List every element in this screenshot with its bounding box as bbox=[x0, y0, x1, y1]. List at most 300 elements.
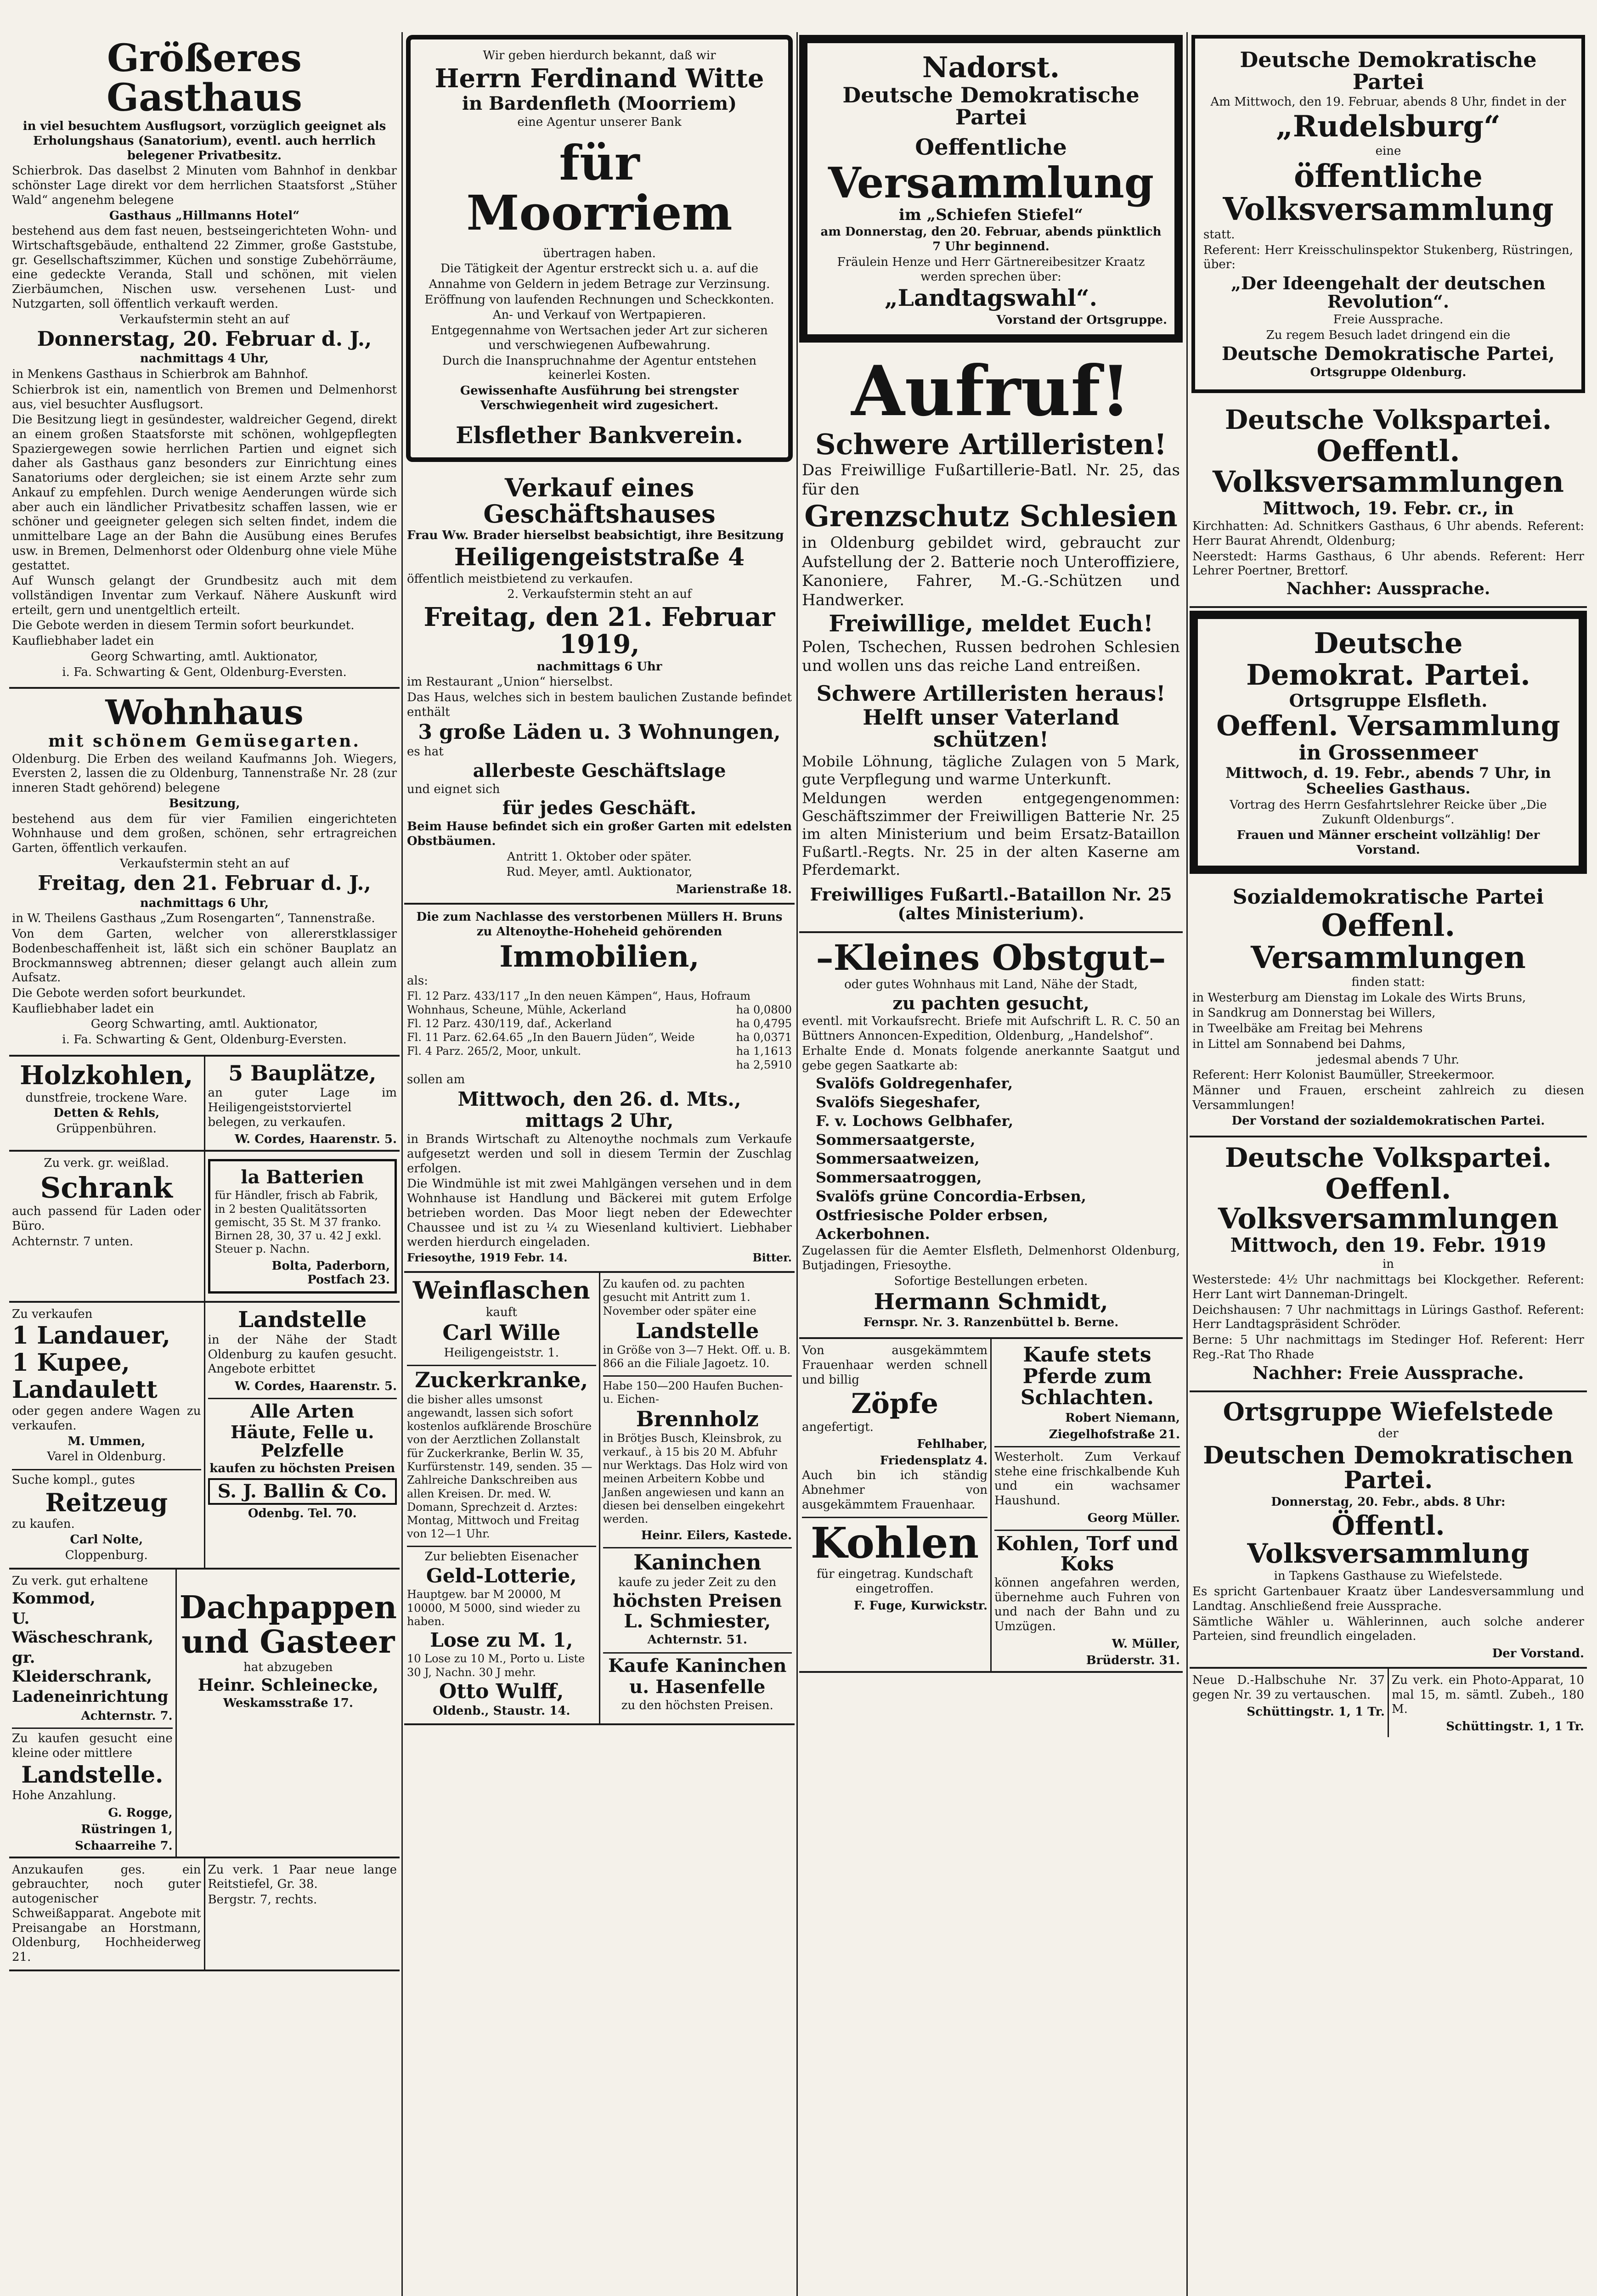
ad-landstelle-pacht bbox=[599, 1273, 795, 1723]
ad-call: Helft unser Vaterland schützen! bbox=[863, 705, 1119, 752]
ad-signature: Robert Niemann, bbox=[1065, 1411, 1180, 1425]
ad-signature: Carl Nolte, bbox=[70, 1533, 143, 1547]
ad-title: Zöpfe bbox=[851, 1387, 938, 1420]
ad-text: in Menkens Gasthaus in Schierbrok am Bahnhof. bbox=[12, 367, 309, 382]
ad-obstgut-saatgut bbox=[799, 933, 1183, 1339]
ad-text: eine Agentur unserer Bank bbox=[517, 115, 682, 129]
ad-schweissapparat bbox=[9, 1858, 204, 1970]
ad-text: in W. Theilens Gasthaus „Zum Rosengarten“, Tannenstraße. bbox=[12, 912, 375, 926]
ad-signature: F. Fuge, Kurwickstr. bbox=[853, 1599, 988, 1613]
ad-text: Zu regem Besuch ladet dringend ein die bbox=[1266, 328, 1511, 342]
ad-text: 3 große Läden u. 3 Wohnungen, bbox=[418, 720, 781, 744]
column-rule bbox=[401, 32, 403, 2296]
ad-text: übertragen haben. bbox=[543, 246, 656, 260]
ad-text: Bergstr. 7, rechts. bbox=[208, 1893, 317, 1907]
ad-text: Freie Aussprache. bbox=[1333, 312, 1444, 326]
ad-wiefelstede bbox=[1190, 1392, 1587, 1669]
ad-title: Oeffentl. Volksversammlungen bbox=[1212, 433, 1564, 500]
ad-signature: Freiwilliges Fußartl.-Bataillon Nr. 25 bbox=[810, 884, 1172, 905]
ad-text: Männer und Frauen, erscheint zahlreich zu diesen Versammlungen! bbox=[1192, 1084, 1584, 1112]
ad-place: im „Schiefen Stiefel“ bbox=[898, 205, 1083, 224]
ad-text: hat abzugeben bbox=[243, 1660, 333, 1675]
ad-date: Donnerstag, 20. Febr., abds. 8 Uhr: bbox=[1271, 1495, 1506, 1509]
ad-text: Vortrag des Herrn Gesfahrtslehrer Reicke über „Die Zukunft Oldenburgs“. bbox=[1230, 798, 1547, 827]
ad-text: Zu verk. 1 Paar neue lange Reitstiefel, Gr. 38. bbox=[208, 1863, 397, 1891]
ad-text: Durch die Inanspruchnahme der Agentur entstehen keinerlei Kosten. bbox=[442, 354, 757, 383]
ad-signature: Achternstr. 7. bbox=[81, 1709, 173, 1723]
ad-text: 2. Verkaufstermin steht an auf bbox=[507, 587, 692, 602]
table-row: Wohnhaus, Scheune, Mühle, Ackerland ha 0,0800 bbox=[407, 1003, 792, 1017]
ad-title: Reitzeug bbox=[45, 1487, 168, 1517]
ad-text: die bisher alles umsonst angewandt, lassen sich sofort kostenlos aufklärende Broschüre von der Aerztlichen Zollanstalt für Zuckerkranke, Berlin W. 35, Kurfürstenstr. 149, senden. 35 — Zahlreiche Dankschreiben aus allen Kreisen. Dr. med. W. Domann, Sprechzeit d. Arztes: Montag, Mittwoch und Freitag von 12—1 Uhr. bbox=[407, 1393, 593, 1541]
list-item: Ackerbohnen. bbox=[816, 1225, 930, 1243]
ad-volkspartei-2 bbox=[1190, 1137, 1587, 1392]
ad-signature: Der Vorstand. bbox=[1492, 1647, 1584, 1660]
ad-dachpappen bbox=[175, 1570, 400, 1857]
ad-list-item: An- und Verkauf von Wertpapieren. bbox=[492, 308, 706, 322]
ad-geschaeftshaus bbox=[404, 468, 795, 905]
column-2 bbox=[404, 32, 795, 2296]
ad-text: Frau Ww. Brader hierselbst beabsichtigt, ihre Besitzung bbox=[407, 529, 784, 543]
ad-company: Heinr. Schleinecke, bbox=[198, 1676, 378, 1695]
ad-text: Achternstr. 7 unten. bbox=[12, 1234, 134, 1249]
ad-signature: Der Vorstand der sozialdemokratischen Partei. bbox=[1231, 1114, 1545, 1128]
ad-title: Kohlen, Torf und Koks bbox=[996, 1532, 1179, 1575]
ad-company: Otto Wulff, bbox=[439, 1679, 564, 1703]
ad-text: Westerstede: 4½ Uhr nachmittags bei Klockgether. Referent: Herr Lant wirt Danneman-Dringelt. bbox=[1192, 1273, 1584, 1301]
ad-signature: Rud. Meyer, amtl. Auktionator, bbox=[506, 865, 693, 879]
ad-text: auch passend für Laden oder Büro. bbox=[12, 1204, 201, 1233]
ad-text: Zugelassen für die Aemter Elsfleth, Delmenhorst Oldenburg, Butjadingen, Friesoythe. bbox=[802, 1244, 1180, 1272]
ad-text: öffentlich meistbietend zu verkaufen. bbox=[407, 572, 633, 586]
ad-text: Zu verk. gr. weißlad. bbox=[44, 1156, 169, 1171]
ad-title: –Kleines Obstgut– bbox=[816, 937, 1166, 978]
ad-signature: Vorstand der Ortsgruppe. bbox=[996, 313, 1167, 327]
ad-text: oder gutes Wohnhaus mit Land, Nähe der Stadt, bbox=[844, 978, 1138, 992]
column-rule bbox=[1186, 32, 1188, 2296]
ad-company: S. J. Ballin & Co. bbox=[208, 1478, 397, 1505]
ad-text: Die Gebote werden in diesem Termin sofort beurkundet. bbox=[12, 619, 355, 633]
ad-text: Verkaufstermin steht an auf bbox=[119, 856, 289, 871]
ad-kommod bbox=[9, 1570, 175, 1857]
ad-signature: (altes Ministerium). bbox=[897, 904, 1084, 923]
ad-halbschuhe bbox=[1190, 1669, 1388, 1737]
ad-title: Versammlung bbox=[828, 158, 1154, 208]
ad-text: bestehend aus dem für vier Familien eingerichteten Wohnhause und dem großen, schönen, sehr ertragreichen Garten, öffentlich verkaufen. bbox=[12, 812, 397, 855]
ad-title: Verkauf eines Geschäftshauses bbox=[483, 473, 716, 529]
ad-batterien bbox=[204, 1152, 400, 1300]
ad-place: Nadorst. bbox=[922, 51, 1060, 84]
column-rule bbox=[796, 32, 798, 2296]
ad-signature: Marienstraße 18. bbox=[676, 883, 792, 897]
ad-pferde bbox=[990, 1339, 1183, 1671]
ad-text: jedesmal abends 7 Uhr. bbox=[1317, 1052, 1460, 1067]
ad-subtitle: Ortsgruppe Elsfleth. bbox=[1289, 690, 1488, 711]
ad-title: Kohlen bbox=[810, 1518, 979, 1568]
ad-title: Zuckerkranke, bbox=[415, 1367, 588, 1393]
ad-signature: Ziegelhofstraße 21. bbox=[1049, 1427, 1180, 1441]
ad-text: Die Windmühle ist mit zwei Mahlgängen versehen und in dem Wohnhause ist Handlung und Bäckerei mit gutem Erfolge betrieben worden. Das Moor liegt neben der Edewechter Chaussee und ist zu ¼ zu Wiesenland kultiviert. Liebhaber werden hierdurch eingeladen. bbox=[407, 1177, 792, 1249]
ad-text: Von dem Garten, welcher von allererstklassiger Bodenbeschaffenheit ist, läßt sich ein schöner Bauplatz an Brockmannsweg abtrennen; dieser gelangt auch allein zum Aufsatz. bbox=[12, 927, 397, 985]
ad-signature: i. Fa. Schwarting & Gent, Oldenburg-Eversten. bbox=[62, 665, 347, 679]
ad-reitstiefel bbox=[204, 1858, 400, 1970]
ad-subtitle: Schwere Artilleristen! bbox=[815, 428, 1167, 461]
ad-title: Öffentl. Volksversammlung bbox=[1247, 1509, 1529, 1569]
ad-signature: Schüttingstr. 1, 1 Tr. bbox=[1446, 1720, 1584, 1734]
ad-text: Beim Hause befindet sich ein großer Garten mit edelsten Obstbäumen. bbox=[407, 820, 792, 848]
ad-text: Detten & Rehls, bbox=[53, 1106, 160, 1120]
ad-title: Kaufe Kaninchen bbox=[608, 1654, 787, 1677]
ad-text: zu pachten gesucht, bbox=[892, 993, 1089, 1014]
ad-text: kaufen zu höchsten Preisen bbox=[209, 1461, 395, 1475]
ad-text: Zu kaufen od. zu pachten gesucht mit Antritt zum 1. November oder später eine bbox=[603, 1277, 756, 1317]
list-item: Svalöfs grüne Concordia-Erbsen, bbox=[816, 1187, 1086, 1205]
ad-text: Hohe Anzahlung. bbox=[12, 1789, 116, 1803]
ad-row bbox=[9, 1057, 400, 1152]
list-item: F. v. Lochows Gelbhafer, bbox=[816, 1112, 1014, 1130]
ad-text: Meldungen werden entgegengenommen: Geschäftszimmer der Freiwilligen Batterie Nr. 25 im alten Ministerium und beim Ersatz-Bataillon Fußartl.-Regts. Nr. 25 in der alten Kaserne am Pferdemarkt. bbox=[802, 789, 1180, 878]
ad-text: Es spricht Gartenbauer Kraatz über Landesversammlung und Landtag. Anschließend freie Aussprache. bbox=[1192, 1585, 1584, 1613]
ad-text: kauft bbox=[485, 1305, 517, 1319]
ad-text: angefertigt. bbox=[802, 1420, 874, 1434]
ad-signature: W. Müller, bbox=[1112, 1637, 1180, 1651]
ad-title: Landstelle bbox=[238, 1306, 367, 1333]
ad-date: Mittwoch, d. 19. Febr., abends 7 Uhr, in Scheelies Gasthaus. bbox=[1225, 764, 1551, 797]
ad-text: Zu kaufen gesucht eine kleine oder mittlere bbox=[12, 1732, 173, 1760]
ad-text: eine bbox=[1375, 144, 1401, 158]
ad-signature: Bolta, Paderborn, Postfach 23. bbox=[271, 1259, 390, 1287]
ad-text: zu den höchsten Preisen. bbox=[621, 1698, 773, 1712]
ad-signature: Cloppenburg. bbox=[65, 1548, 148, 1562]
ad-elsfleth bbox=[1190, 611, 1587, 874]
ad-aufruf-artilleristen bbox=[799, 349, 1183, 933]
ad-bauplaetze bbox=[204, 1057, 400, 1150]
ad-call: Freiwillige, meldet Euch! bbox=[829, 610, 1153, 637]
ad-time: mittags 2 Uhr, bbox=[525, 1110, 674, 1132]
ad-signature: Ortsgruppe Oldenburg. bbox=[1310, 366, 1467, 380]
ad-title: Weinflaschen bbox=[412, 1277, 590, 1305]
ad-text: Zu verk. ein Photo-Apparat, 10 mal 15, m. sämtl. Zubeh., 180 M. bbox=[1392, 1673, 1584, 1716]
ad-text: für jedes Geschäft. bbox=[502, 797, 697, 819]
ad-date: Mittwoch, den 19. Febr. 1919 bbox=[1230, 1234, 1546, 1257]
ad-text: Antritt 1. Oktober oder später. bbox=[507, 850, 692, 864]
ad-text: Polen, Tschechen, Russen bedrohen Schlesien und wollen uns das reiche Land entreißen. bbox=[802, 637, 1180, 675]
ad-name: Herrn Ferdinand Witte bbox=[435, 63, 764, 94]
ad-title: Kaufe stets Pferde zum Schlachten. bbox=[1020, 1343, 1154, 1409]
ad-text: 10 Lose zu 10 M., Porto u. Liste 30 J, Nachn. 30 J mehr. bbox=[407, 1652, 585, 1679]
ad-row bbox=[9, 1152, 400, 1302]
ad-time: nachmittags 6 Uhr, bbox=[140, 896, 269, 910]
ad-title: Immobilien, bbox=[499, 939, 700, 974]
ad-text: Habe 150—200 Haufen Buchen- u. Eichen- bbox=[603, 1379, 783, 1406]
ad-text: Hauptgew. bar M 20000, M 10000, M 5000, sind wieder zu haben. bbox=[407, 1588, 581, 1628]
column-4 bbox=[1190, 32, 1587, 2296]
ad-signature: i. Fa. Schwarting & Gent, Oldenburg-Eversten. bbox=[62, 1033, 347, 1047]
ad-title: öffentliche Volksversammlung bbox=[1223, 158, 1554, 228]
ad-party: Deutsche Demokratische Partei bbox=[842, 83, 1140, 130]
ad-place: „Rudelsburg“ bbox=[1276, 109, 1501, 144]
ad-place: in Grossenmeer bbox=[1298, 741, 1478, 765]
ad-text: Oeffentliche bbox=[915, 134, 1067, 160]
ad-text: in Tapkens Gasthause zu Wiefelstede. bbox=[1274, 1569, 1503, 1583]
ad-time: nachmittags 4 Uhr, bbox=[140, 352, 269, 366]
ad-title: Kaninchen bbox=[633, 1550, 762, 1575]
ad-text: Schierbrok ist ein, namentlich von Bremen und Delmenhorst aus, viel besuchter Ausflugsort. bbox=[12, 383, 397, 411]
ad-signature: Odenbg. Tel. 70. bbox=[248, 1506, 357, 1520]
ad-signature: Fernspr. Nr. 3. Ranzenbüttel b. Berne. bbox=[863, 1315, 1119, 1329]
ad-immobilien bbox=[404, 905, 795, 1273]
list-item: in Westerburg am Dienstag im Lokale des Wirts Bruns, bbox=[1192, 990, 1526, 1005]
ad-text: Verkaufstermin steht an auf bbox=[119, 312, 289, 326]
ad-text: Von ausgekämmtem Frauenhaar werden schnell und billig bbox=[802, 1344, 988, 1387]
ad-text: allerbeste Geschäftslage bbox=[473, 760, 726, 782]
ad-title: la Batterien bbox=[241, 1166, 364, 1188]
ad-signature: W. Cordes, Haarenstr. 5. bbox=[234, 1379, 397, 1394]
ad-text: in bbox=[1382, 1257, 1394, 1272]
ad-text: in der Nähe der Stadt Oldenburg zu kaufen gesucht. Angebote erbittet bbox=[208, 1333, 397, 1376]
ad-nadorst bbox=[799, 35, 1183, 343]
ad-text: Frauen und Männer erscheint vollzählig! Der Vorstand. bbox=[1236, 828, 1540, 857]
ad-signature: Schüttingstr. 1, 1 Tr. bbox=[1247, 1705, 1385, 1719]
ad-text: dunstfreie, trockene Ware. bbox=[25, 1091, 187, 1105]
list-item: in Littel am Sonnabend bei Dahms, bbox=[1192, 1037, 1406, 1051]
ad-text: Sämtliche Wähler u. Wählerinnen, auch solche anderer Parteien, sind freundlich eingeladen. bbox=[1192, 1615, 1584, 1643]
ad-title: Schrank bbox=[40, 1171, 173, 1205]
ad-landstelle bbox=[204, 1303, 400, 1568]
ad-text: sollen am bbox=[407, 1073, 465, 1087]
ad-title: Holzkohlen, bbox=[20, 1060, 193, 1091]
ad-text: Das Haus, welches sich in bestem baulichen Zustande befindet enthält bbox=[407, 691, 792, 719]
ad-title: Aufruf! bbox=[851, 350, 1131, 432]
ad-text: Westerholt. Zum Verkauf stehe eine frischkalbende Kuh und ein wachsamer Haushund. bbox=[994, 1450, 1180, 1508]
ad-text: in Brands Wirtschaft zu Altenoythe nochmals zum Verkaufe aufgesetzt werden und soll in diesem Termin der Zuschlag erfolgen. bbox=[407, 1132, 792, 1176]
ad-title: für Moorriem bbox=[466, 135, 733, 242]
ad-text: kaufe zu jeder Zeit zu den bbox=[618, 1575, 777, 1589]
ad-volkspartei-1 bbox=[1190, 400, 1587, 608]
ad-text: Neue D.-Halbschuhe Nr. 37 gegen Nr. 39 zu vertauschen. bbox=[1192, 1673, 1385, 1702]
ad-photoapparat bbox=[1388, 1669, 1587, 1737]
table-row: Fl. 11 Parz. 62.64.65 „In den Bauern Jüden“, Weide ha 0,0371 bbox=[407, 1031, 792, 1044]
ad-title: Alle Arten bbox=[250, 1401, 355, 1423]
ad-company: Hermann Schmidt, bbox=[874, 1289, 1108, 1315]
ad-zoepfe bbox=[799, 1339, 990, 1671]
ad-title: Demokrat. Partei. bbox=[1246, 658, 1530, 692]
ad-text: Die Gebote werden sofort beurkundet. bbox=[12, 986, 246, 1000]
ad-time: nachmittags 6 Uhr bbox=[536, 659, 662, 674]
ad-signature: Weskamsstraße 17. bbox=[223, 1696, 353, 1710]
ad-title: Geld-Lotterie, bbox=[426, 1564, 577, 1587]
ad-place: in Bardenfleth (Moorriem) bbox=[462, 92, 737, 114]
ad-text: Die zum Nachlasse des verstorbenen Müllers H. Bruns zu Altenoythe-Hoheheid gehörenden bbox=[416, 910, 783, 939]
ad-title: Deutsche Volkspartei. bbox=[1225, 1142, 1552, 1174]
ad-text: und eignet sich bbox=[407, 782, 500, 796]
list-item: in Tweelbäke am Freitag bei Mehrens bbox=[1192, 1022, 1423, 1036]
ad-title: Grenzschutz Schlesien bbox=[804, 499, 1178, 534]
ad-text: Suche kompl., gutes bbox=[12, 1473, 135, 1487]
ad-text: Anzukaufen ges. ein gebrauchter, noch guter autogenischer Schweißapparat. Angebote mit Preisangabe an Horstmann, Oldenburg, Hochheiderweg 21. bbox=[12, 1863, 201, 1964]
ad-text: in Oldenburg gebildet wird, gebraucht zur Aufstellung der 2. Batterie noch Unteroffiziere, Kanoniere, Fahrer, M.-G.-Schützen und Handwerker. bbox=[802, 534, 1180, 609]
ad-rudelsburg bbox=[1191, 35, 1585, 393]
ad-text: Kommod, bbox=[12, 1589, 96, 1608]
ad-company: Carl Wille bbox=[442, 1320, 561, 1345]
ad-signature: Brüderstr. 31. bbox=[1086, 1653, 1180, 1667]
ad-signature: Friesoythe, 1919 Febr. 14. Bitter. bbox=[407, 1251, 792, 1265]
ad-text: Kirchhatten: Ad. Schnitkers Gasthaus, 6 Uhr abends. Referent: Herr Baurat Ahrendt, Oldenburg; bbox=[1192, 519, 1584, 548]
ad-holzkohlen bbox=[9, 1057, 204, 1150]
ad-title: Oeffenl. Versammlung bbox=[1216, 710, 1560, 742]
ad-text: Wir geben hierdurch bekannt, daß wir bbox=[483, 49, 716, 62]
ad-text: Kaufliebhaber ladet ein bbox=[12, 1002, 154, 1016]
ad-text: oder gegen andere Wagen zu verkaufen. bbox=[12, 1404, 201, 1433]
ad-signature: Heinr. Eilers, Kastede. bbox=[641, 1529, 792, 1543]
ad-date: Am Mittwoch, den 19. Februar, abends 8 Uhr, findet in der bbox=[1210, 95, 1566, 109]
ad-list-item: Eröffnung von laufenden Rechnungen und Scheckkonten. bbox=[424, 293, 774, 307]
ad-text: Fräulein Henze und Herr Gärtnereibesitzer Kraatz werden sprechen über: bbox=[837, 255, 1145, 284]
ad-title: Ortsgruppe Wiefelstede bbox=[1223, 1397, 1554, 1427]
ad-row bbox=[404, 1273, 795, 1725]
ad-title: u. Hasenfelle bbox=[629, 1676, 766, 1698]
ad-text: Heiligengeiststr. 1. bbox=[444, 1345, 559, 1360]
ad-party: Sozialdemokratische Partei bbox=[1232, 885, 1544, 909]
ad-text: es hat bbox=[407, 744, 444, 759]
list-item: Svalöfs Goldregenhafer, bbox=[816, 1074, 1013, 1092]
ad-signature: W. Cordes, Haarenstr. 5. bbox=[234, 1132, 397, 1147]
ad-text: Besitzung, bbox=[169, 796, 240, 810]
ad-title: Größeres Gasthaus bbox=[107, 36, 302, 120]
ad-text: statt. bbox=[1203, 228, 1235, 242]
ad-text: Grüppenbühren. bbox=[56, 1122, 157, 1136]
ad-text: im Restaurant „Union“ hierselbst. bbox=[407, 675, 613, 689]
ad-text: Referent: Herr Kreisschulinspektor Stukenberg, Rüstringen, über: bbox=[1203, 243, 1573, 272]
ad-signature: Schaarreihe 7. bbox=[75, 1839, 173, 1853]
ad-signature: M. Ummen, bbox=[68, 1434, 146, 1448]
ad-text: gr. Kleiderschrank, bbox=[12, 1648, 152, 1686]
ad-text: Kaufliebhaber ladet ein bbox=[12, 634, 154, 648]
ad-text: Referent: Herr Kolonist Baumüller, Streekermoor. bbox=[1192, 1068, 1495, 1082]
ad-list-item: Entgegennahme von Wertsachen jeder Art zur sicheren und verschwiegenen Aufbewahrung. bbox=[431, 324, 768, 352]
ad-date: am Donnerstag, den 20. Februar, abends pünktlich 7 Uhr beginnend. bbox=[820, 225, 1162, 254]
ad-text: Gewissenhafte Ausführung bei strengster Verschwiegenheit wird zugesichert. bbox=[460, 384, 739, 412]
ad-text: als: bbox=[407, 974, 428, 988]
ad-text: Gasthaus „Hillmanns Hotel“ bbox=[109, 208, 300, 223]
ad-sozialdemokraten bbox=[1190, 880, 1587, 1137]
ad-party: Deutsche Demokratische Partei bbox=[1240, 47, 1537, 95]
ad-street: Heiligengeiststraße 4 bbox=[454, 543, 745, 572]
ad-signature: Varel in Oldenburg. bbox=[47, 1450, 166, 1464]
ad-text: Auch bin ich ständig Abnehmer von ausgekämmtem Frauenhaar. bbox=[802, 1469, 988, 1512]
ad-text: U. Wäscheschrank, bbox=[12, 1609, 154, 1647]
list-item: in Sandkrug am Donnerstag bei Willers, bbox=[1192, 1006, 1436, 1020]
ad-signature: Georg Schwarting, amtl. Auktionator, bbox=[90, 1017, 318, 1031]
ad-price: Lose zu M. 1, bbox=[430, 1629, 573, 1652]
ad-text: in Größe von 3—7 Hekt. Off. u. B. 866 an die Filiale Jagoetz. 10. bbox=[603, 1344, 791, 1370]
ad-call: Schwere Artilleristen heraus! bbox=[816, 681, 1166, 706]
ad-party: Deutschen Demokratischen Partei. bbox=[1203, 1441, 1574, 1495]
ad-text: Neerstedt: Harms Gasthaus, 6 Uhr abends. Referent: Herr Lehrer Poertner, Brettorf. bbox=[1192, 549, 1584, 578]
ad-title: Landaulett bbox=[12, 1375, 158, 1404]
ad-title: Deutsche Volkspartei. bbox=[1225, 404, 1552, 436]
column-1 bbox=[9, 32, 400, 2296]
ad-text: Auf Wunsch gelangt der Grundbesitz auch mit dem vollständigen Inventar zum Verkauf. Nähere Auskunft wird erteilt, gern und unentgeltlich erteilt. bbox=[12, 574, 397, 617]
ad-signature: Rüstringen 1, bbox=[81, 1822, 173, 1836]
ad-row bbox=[799, 1339, 1183, 1673]
ad-subtitle: mit schönem Gemüsegarten. bbox=[48, 731, 361, 751]
ad-wohnhaus bbox=[9, 689, 400, 1057]
ad-text: Erhalte Ende d. Monats folgende anerkannte Saatgut und gebe gegen Saatkarte ab: bbox=[802, 1044, 1180, 1073]
ad-topic: „Der Ideengehalt der deutschen Revolution“. bbox=[1231, 273, 1546, 312]
ad-subtitle: in viel besuchtem Ausflugsort, vorzüglich geeignet als Erholungshaus (Sanatorium), eventl. auch herrlich belegener Privatbesitz. bbox=[23, 119, 386, 163]
ad-gasthaus bbox=[9, 32, 400, 689]
ad-text: Zur beliebten Eisenacher bbox=[424, 1549, 578, 1564]
ad-text: Oldenburg. Die Erben des weiland Kaufmanns Joh. Wiegers, Eversten 2, lassen die zu Oldenburg, Tannenstraße Nr. 28 (zur inneren Stadt gehörend) belegene bbox=[12, 752, 397, 795]
ad-text: höchsten Preisen bbox=[613, 1590, 782, 1611]
ad-text: Häute, Felle u. Pelzfelle bbox=[230, 1422, 374, 1461]
ad-date: Freitag, den 21. Februar 1919, bbox=[423, 602, 775, 659]
ad-date: Donnerstag, 20. Februar d. J., bbox=[37, 327, 372, 351]
ad-row bbox=[9, 1858, 400, 1971]
ad-list-item: Annahme von Geldern in jedem Betrage zur Verzinsung. bbox=[429, 277, 770, 292]
ad-text: in Brötjes Busch, Kleinsbrok, zu verkauf., à 15 bis 20 M. Abfuhr nur Werktags. Das Holz wird von meinen Arbeitern Kobbe und Janßen angewiesen und kann an diesen bei denselben eingekehrt werden. bbox=[603, 1432, 788, 1526]
ad-signature: Achternstr. 51. bbox=[647, 1633, 747, 1647]
ad-text: an guter Lage im Heiligengeiststorviertel belegen, zu verkaufen. bbox=[208, 1086, 397, 1129]
ad-agentur-moorriem bbox=[406, 35, 793, 462]
list-item: Ostfriesische Polder erbsen, bbox=[816, 1206, 1049, 1224]
ad-title: und Gasteer bbox=[181, 1623, 395, 1660]
table-row: Fl. 12 Parz. 430/119, daf., Ackerland ha 0,4795 bbox=[407, 1017, 792, 1030]
ad-text: Das Freiwillige Fußartillerie-Batl. Nr. 25, das für den bbox=[802, 461, 1180, 499]
ad-company: L. Schmiester, bbox=[624, 1610, 771, 1632]
ad-row bbox=[1190, 1669, 1587, 1737]
ad-title: Landstelle bbox=[636, 1318, 759, 1343]
table-row: Fl. 4 Parz. 265/2, Moor, unkult. ha 1,1613 bbox=[407, 1045, 792, 1058]
ad-title: Wohnhaus bbox=[105, 693, 304, 733]
ad-text: Mobile Löhnung, tägliche Zulagen von 5 Mark, gute Verpflegung und warme Unterkunft. bbox=[802, 752, 1180, 788]
ad-signature: G. Rogge, bbox=[108, 1806, 173, 1820]
ad-text: finden statt: bbox=[1351, 975, 1425, 990]
list-item: Svalöfs Siegeshafer, bbox=[816, 1093, 981, 1111]
ad-weinflaschen bbox=[404, 1273, 599, 1723]
ad-text: Deichshausen: 7 Uhr nachmittags in Lürings Gasthof. Referent: Herr Landtagspräsident Schröder. bbox=[1192, 1303, 1584, 1332]
table-row: Fl. 12 Parz. 433/117 „In den neuen Kämpen“, Haus, Hofraum bbox=[407, 990, 751, 1003]
ad-text: zu kaufen. bbox=[12, 1517, 75, 1531]
ad-text: eventl. mit Vorkaufsrecht. Briefe mit Aufschrift L. R. C. 50 an Büttners Annoncen-Expedition, Oldenburg, „Handelshof“. bbox=[802, 1014, 1180, 1043]
ad-signature: Elsflether Bankverein. bbox=[456, 421, 743, 449]
ad-topic: „Landtagswahl“. bbox=[884, 284, 1098, 312]
list-item: Sommersaatroggen, bbox=[816, 1169, 982, 1186]
ad-title: Oeffenl. Volksversammlungen bbox=[1218, 1172, 1559, 1236]
ad-signature: Oldenb., Staustr. 14. bbox=[433, 1704, 570, 1718]
ad-signature: Friedensplatz 4. bbox=[880, 1454, 988, 1468]
ad-title: 5 Bauplätze, bbox=[228, 1060, 377, 1086]
ad-landauer bbox=[9, 1303, 204, 1568]
ad-signature: Georg Schwarting, amtl. Auktionator, bbox=[90, 649, 318, 664]
ad-signature: Georg Müller. bbox=[1087, 1511, 1180, 1525]
ad-text: bestehend aus dem fast neuen, bestseingerichteten Wohn- und Wirtschaftsgebäude, enthaltend 22 Zimmer, große Gaststube, gr. Gesellschaftszimmer, Küchen und sonstige Zubehörräume, eine gedeckte Veranda, Stall und schönen, mit vielen Zierbäumchen, Nischen usw. versehenen Lust- und Nutzgarten, soll öffentlich verkauft werden. bbox=[12, 224, 397, 311]
ad-title: Oeffenl. Versammlungen bbox=[1251, 907, 1526, 975]
ad-text: Die Besitzung liegt in gesündester, waldreicher Gegend, direkt an einem großen Staatsforste mit schönen, wohlgepflegten Spaziergewegen sowie herrlichen Partien und eignet sich daher als Gasthaus ganz besonders zur Einrichtung eines Sanatoriums oder dergleichen; sie ist einem Arzte sehr zum Ankauf zu empfehlen. Durch wenige Aenderungen würde sich aber auch ein ländlicher Privatbesitz schaffen lassen, wie er schöner und geeigneter gelegen sich selten findet, indem die unmittelbare Lage an der Bahn die Ausübung eines Berufes usw. in Bremen, Delmenhorst oder Oldenburg ohne viele Mühe gestattet. bbox=[12, 413, 397, 573]
table-row: ha 2,5910 bbox=[736, 1058, 792, 1072]
ad-signature: Nachher: Aussprache. bbox=[1286, 579, 1490, 599]
ad-title: Brennholz bbox=[636, 1407, 759, 1432]
ad-date: Mittwoch, den 26. d. Mts., bbox=[457, 1088, 741, 1111]
ad-schrank bbox=[9, 1152, 204, 1300]
list-item: Sommersaatgerste, bbox=[816, 1131, 976, 1148]
ad-title: Deutsche bbox=[1314, 626, 1463, 660]
ad-title: 1 Kupee, bbox=[12, 1348, 130, 1377]
ad-signature: Fehlhaber, bbox=[917, 1437, 988, 1452]
ad-text: Zu verk. gut erhaltene bbox=[12, 1574, 148, 1588]
ad-date: Mittwoch, 19. Febr. cr., in bbox=[1263, 498, 1514, 519]
